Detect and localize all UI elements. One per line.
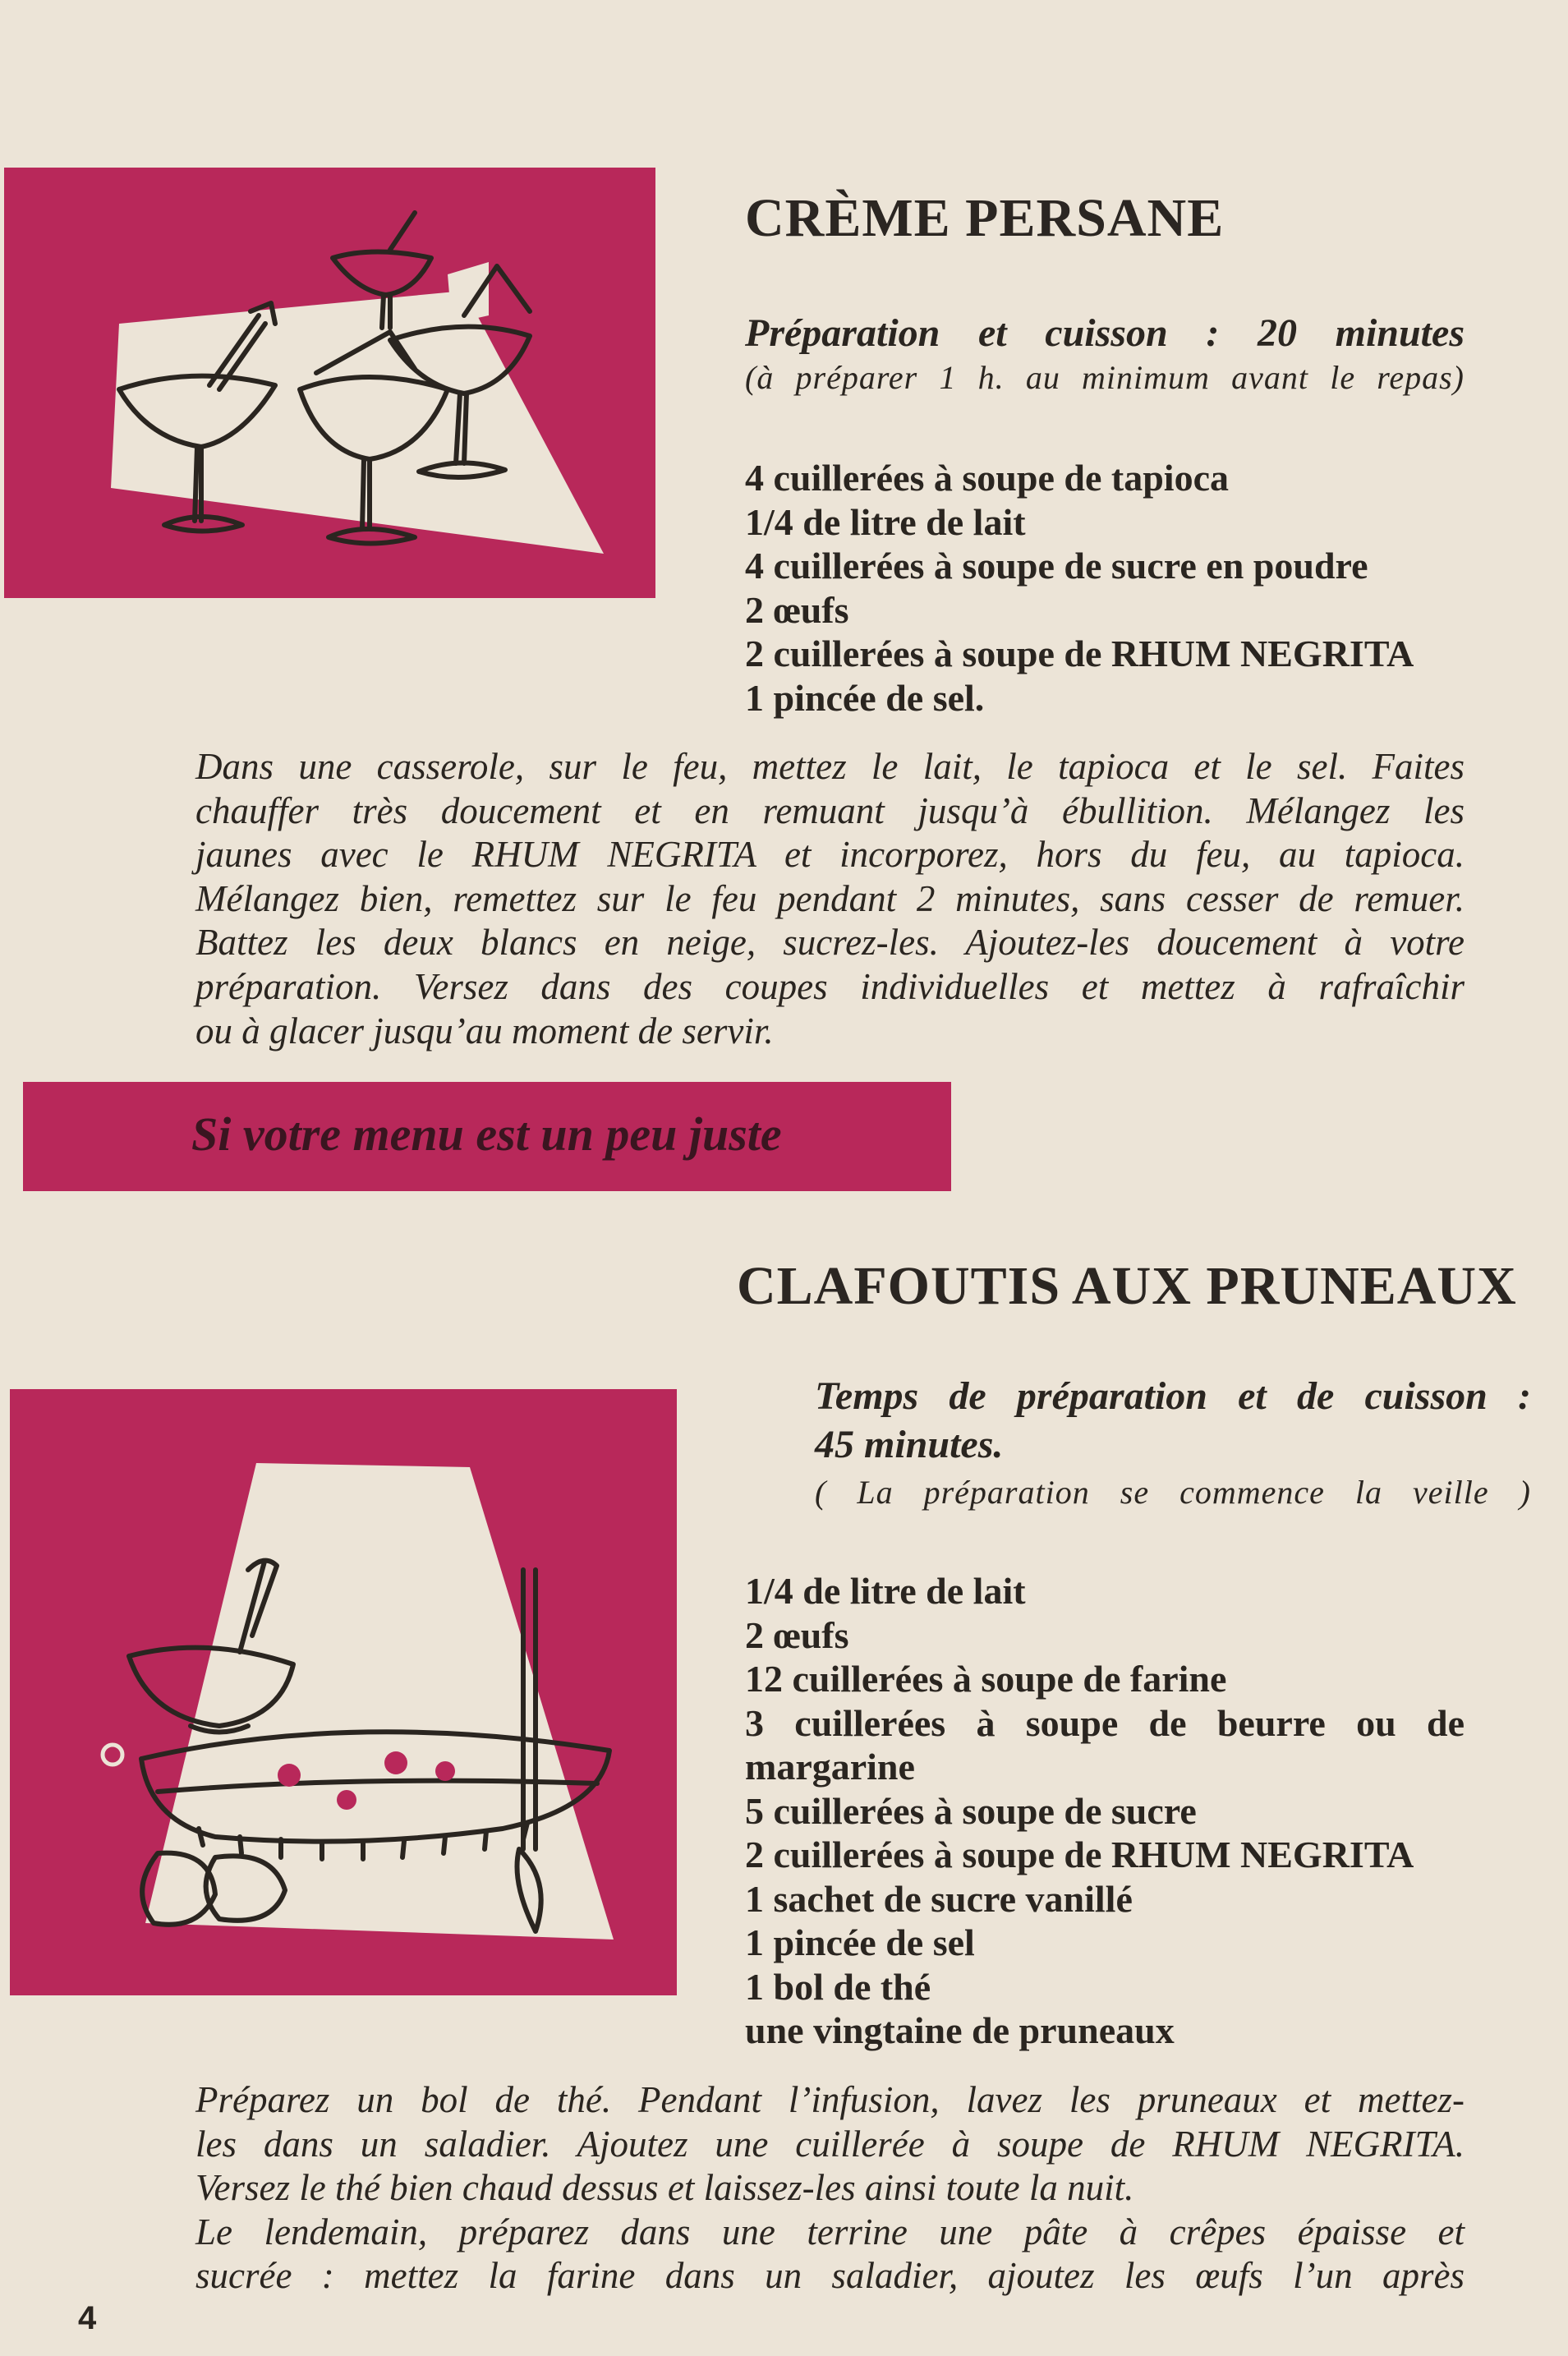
list-item: 1 sachet de sucre vanillé: [745, 1877, 1133, 1920]
recipe2-illustration: [10, 1389, 677, 1995]
list-item: 2 cuillerées à soupe de RHUM NEGRITA: [745, 633, 1414, 674]
recipe2-ingredients: [745, 1569, 1465, 2053]
text-line: Mélangez bien, remettez sur le feu pendant 2 minutes, sans cesser de remuer.: [195, 877, 1465, 919]
recipe1-note: [745, 358, 1465, 397]
list-item: 1 pincée de sel.: [745, 676, 985, 719]
list-item: 12 cuillerées à soupe de farine: [745, 1658, 1227, 1700]
recipe1-timing: [745, 311, 1465, 356]
recipe2-note-text: ( La préparation se commence la veille ): [815, 1474, 1531, 1511]
recipe1-ingredients: [745, 456, 1465, 720]
section-banner: [23, 1082, 951, 1191]
list-item: 2 cuillerées à soupe de RHUM NEGRITA: [745, 1834, 1414, 1875]
text-line: Battez les deux blancs en neige, sucrez-les. Ajoutez-les doucement à votre: [195, 922, 1465, 964]
recipe1-note-text: (à préparer 1 h. au minimum avant le repas): [745, 359, 1465, 396]
list-item: 1/4 de litre de lait: [745, 1570, 1026, 1612]
section-banner-text: Si votre menu est un peu juste: [191, 1107, 782, 1161]
recipe1-illustration: [4, 168, 655, 598]
text-line: Dans une casserole, sur le feu, mettez le lait, le tapioca et le sel. Faites: [195, 746, 1465, 787]
list-item: 1 bol de thé: [745, 1965, 931, 2008]
recipe1-instructions: [195, 745, 1465, 1053]
text-line: jaunes avec le RHUM NEGRITA et incorporez, hors du feu, au tapioca.: [195, 834, 1465, 876]
page-number: 4: [78, 2300, 97, 2336]
recipe2-title: CLAFOUTIS AUX PRUNEAUX: [737, 1256, 1517, 1316]
text-line: préparation. Versez dans des coupes individuelles et mettez à rafraîchir: [195, 965, 1465, 1007]
list-item: 3 cuillerées à soupe de beurre ou de: [745, 1701, 1465, 1744]
recipe1-timing-text: Préparation et cuisson : 20 minutes: [745, 311, 1465, 355]
list-item: margarine: [745, 1746, 915, 1788]
recipe2-instructions: [195, 2078, 1465, 2298]
text-line: sucrée : mettez la farine dans un saladier, ajoutez les œufs l’un après: [195, 2255, 1465, 2297]
list-item: 4 cuillerées à soupe de tapioca: [745, 457, 1229, 499]
recipe1-title: CRÈME PERSANE: [745, 188, 1225, 248]
dessert-glasses-icon: [4, 168, 655, 598]
list-item: 2 œufs: [745, 588, 849, 631]
text-line: Préparez un bol de thé. Pendant l’infusion, lavez les pruneaux et mettez-: [195, 2079, 1465, 2120]
list-item: 5 cuillerées à soupe de sucre: [745, 1789, 1197, 1832]
list-item: 2 œufs: [745, 1613, 849, 1656]
list-item: 4 cuillerées à soupe de sucre en poudre: [745, 545, 1368, 587]
list-item: une vingtaine de pruneaux: [745, 2009, 1175, 2051]
text-line: Versez le thé bien chaud dessus et laissez-les ainsi toute la nuit.: [195, 2167, 1134, 2209]
recipe2-note: [815, 1473, 1531, 1512]
text-line: Le lendemain, préparez dans une terrine une pâte à crêpes épaisse et: [195, 2211, 1465, 2252]
list-item: 1/4 de litre de lait: [745, 500, 1026, 543]
recipe2-timing-line2: 45 minutes.: [815, 1423, 1004, 1466]
list-item: 1 pincée de sel: [745, 1921, 975, 1963]
recipe2-timing: [815, 1374, 1531, 1467]
recipe2-timing-line1: Temps de préparation et de cuisson :: [815, 1374, 1531, 1418]
text-line: ou à glacer jusqu’au moment de servir.: [195, 1010, 774, 1051]
text-line: chauffer très doucement et en remuant jusqu’à ébullition. Mélangez les: [195, 789, 1465, 831]
text-line: les dans un saladier. Ajoutez une cuillerée à soupe de RHUM NEGRITA.: [195, 2123, 1465, 2165]
tart-bowl-icon: [10, 1389, 677, 1995]
